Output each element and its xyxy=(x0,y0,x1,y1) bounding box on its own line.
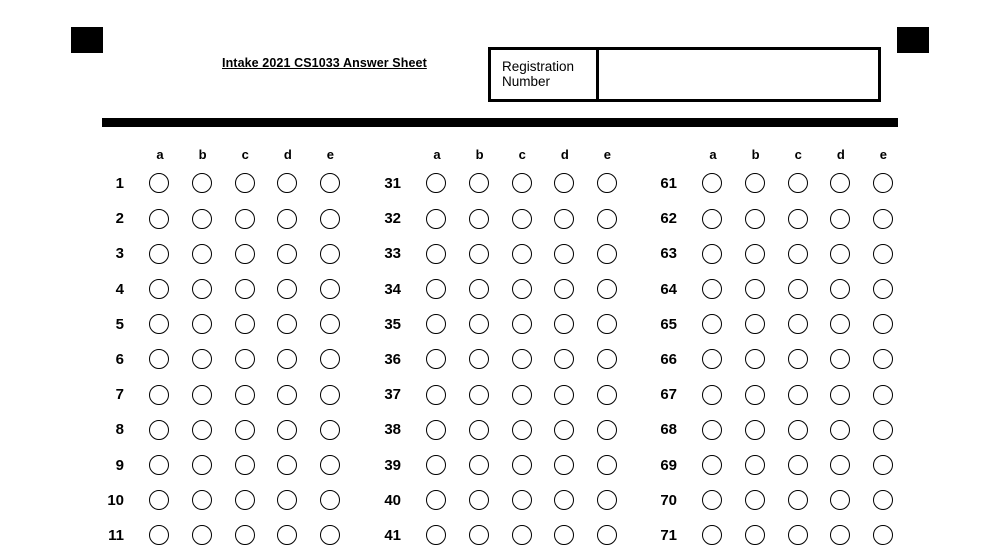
registration-number-field[interactable] xyxy=(599,50,878,99)
answer-bubble-q65-a[interactable] xyxy=(702,314,722,334)
answer-bubble-q35-b[interactable] xyxy=(469,314,489,334)
answer-bubble-q9-d[interactable] xyxy=(277,455,297,475)
answer-bubble-q8-c[interactable] xyxy=(235,420,255,440)
option-header-2-1: b xyxy=(475,147,484,162)
answer-bubble-q1-b[interactable] xyxy=(192,173,212,193)
question-number: 68 xyxy=(660,421,677,439)
answer-bubble-q62-b[interactable] xyxy=(745,209,765,229)
answer-bubble-q38-a[interactable] xyxy=(426,420,446,440)
option-header-1-4: e xyxy=(326,147,334,162)
answer-bubble-q61-a[interactable] xyxy=(702,173,722,193)
answer-bubble-q32-d[interactable] xyxy=(554,209,574,229)
answer-bubble-q32-b[interactable] xyxy=(469,209,489,229)
answer-bubble-q69-a[interactable] xyxy=(702,455,722,475)
answer-bubble-q32-a[interactable] xyxy=(426,209,446,229)
answer-bubble-q35-c[interactable] xyxy=(512,314,532,334)
answer-bubble-q1-a[interactable] xyxy=(149,173,169,193)
answer-bubble-q34-d[interactable] xyxy=(554,279,574,299)
answer-bubble-q36-c[interactable] xyxy=(512,349,532,369)
answer-bubble-q11-d[interactable] xyxy=(277,525,297,545)
answer-bubble-q36-e[interactable] xyxy=(597,349,617,369)
answer-bubble-q10-e[interactable] xyxy=(320,490,340,510)
answer-bubble-q39-c[interactable] xyxy=(512,455,532,475)
answer-bubble-q38-c[interactable] xyxy=(512,420,532,440)
answer-bubble-q5-a[interactable] xyxy=(149,314,169,334)
question-number: 67 xyxy=(660,386,677,404)
question-number: 69 xyxy=(660,456,677,474)
answer-bubble-q36-b[interactable] xyxy=(469,349,489,369)
answer-bubble-q32-c[interactable] xyxy=(512,209,532,229)
answer-bubble-q33-a[interactable] xyxy=(426,244,446,264)
answer-bubble-q63-c[interactable] xyxy=(788,244,808,264)
answer-bubble-q37-d[interactable] xyxy=(554,385,574,405)
answer-bubble-q2-e[interactable] xyxy=(320,209,340,229)
question-number: 4 xyxy=(115,280,124,298)
answer-bubble-q68-c[interactable] xyxy=(788,420,808,440)
answer-bubble-q8-a[interactable] xyxy=(149,420,169,440)
question-number: 37 xyxy=(384,386,401,404)
answer-bubble-q33-e[interactable] xyxy=(597,244,617,264)
question-number: 8 xyxy=(115,421,124,439)
answer-bubble-q61-d[interactable] xyxy=(830,173,850,193)
answer-bubble-q40-c[interactable] xyxy=(512,490,532,510)
answer-bubble-q68-a[interactable] xyxy=(702,420,722,440)
answer-bubble-q36-a[interactable] xyxy=(426,349,446,369)
option-header-2-0: a xyxy=(433,147,441,162)
answer-bubble-q62-e[interactable] xyxy=(873,209,893,229)
registration-label: Registration Number xyxy=(491,50,599,99)
answer-bubble-q3-b[interactable] xyxy=(192,244,212,264)
question-number: 65 xyxy=(660,315,677,333)
answer-bubble-q4-d[interactable] xyxy=(277,279,297,299)
answer-bubble-q33-d[interactable] xyxy=(554,244,574,264)
answer-bubble-q41-e[interactable] xyxy=(597,525,617,545)
answer-bubble-q7-b[interactable] xyxy=(192,385,212,405)
answer-bubble-q3-e[interactable] xyxy=(320,244,340,264)
answer-bubble-q39-b[interactable] xyxy=(469,455,489,475)
answer-bubble-q34-b[interactable] xyxy=(469,279,489,299)
answer-bubble-q9-e[interactable] xyxy=(320,455,340,475)
answer-bubble-q41-a[interactable] xyxy=(426,525,446,545)
question-number: 36 xyxy=(384,351,401,368)
question-number: 2 xyxy=(115,210,124,228)
registration-box xyxy=(488,47,881,102)
sheet-title: Intake 2021 CS1033 Answer Sheet xyxy=(222,56,427,70)
answer-bubble-q7-c[interactable] xyxy=(235,385,255,405)
question-number: 61 xyxy=(660,175,677,192)
answer-bubble-q6-d[interactable] xyxy=(277,349,297,369)
answer-bubble-q61-c[interactable] xyxy=(788,173,808,193)
answer-bubble-q4-b[interactable] xyxy=(192,279,212,299)
answer-bubble-q11-a[interactable] xyxy=(149,525,169,545)
question-number: 38 xyxy=(384,421,401,439)
answer-bubble-q39-e[interactable] xyxy=(597,455,617,475)
answer-bubble-q2-b[interactable] xyxy=(192,209,212,229)
answer-bubble-q65-e[interactable] xyxy=(873,314,893,334)
answer-bubble-q39-d[interactable] xyxy=(554,455,574,475)
question-number: 66 xyxy=(660,351,677,368)
answer-bubble-q31-b[interactable] xyxy=(469,173,489,193)
answer-bubble-q66-d[interactable] xyxy=(830,349,850,369)
answer-bubble-q8-b[interactable] xyxy=(192,420,212,440)
option-header-2-2: c xyxy=(518,147,526,162)
answer-bubble-q3-c[interactable] xyxy=(235,244,255,264)
question-number: 41 xyxy=(384,527,401,544)
answer-bubble-q41-c[interactable] xyxy=(512,525,532,545)
answer-bubble-q6-b[interactable] xyxy=(192,349,212,369)
answer-bubble-q5-c[interactable] xyxy=(235,314,255,334)
answer-bubble-q68-b[interactable] xyxy=(745,420,765,440)
answer-bubble-q70-e[interactable] xyxy=(873,490,893,510)
answer-bubble-q61-b[interactable] xyxy=(745,173,765,193)
answer-bubble-q7-d[interactable] xyxy=(277,385,297,405)
question-number: 1 xyxy=(115,175,124,192)
answer-bubble-q70-b[interactable] xyxy=(745,490,765,510)
answer-bubble-q71-d[interactable] xyxy=(830,525,850,545)
answer-bubble-q71-b[interactable] xyxy=(745,525,765,545)
answer-bubble-q41-b[interactable] xyxy=(469,525,489,545)
answer-bubble-q67-c[interactable] xyxy=(788,385,808,405)
answer-bubble-q71-c[interactable] xyxy=(788,525,808,545)
option-header-2-3: d xyxy=(560,147,569,162)
answer-bubble-q6-a[interactable] xyxy=(149,349,169,369)
answer-bubble-q1-d[interactable] xyxy=(277,173,297,193)
answer-bubble-q66-c[interactable] xyxy=(788,349,808,369)
answer-bubble-q37-a[interactable] xyxy=(426,385,446,405)
question-number: 64 xyxy=(660,280,677,298)
answer-bubble-q11-e[interactable] xyxy=(320,525,340,545)
answer-bubble-q3-d[interactable] xyxy=(277,244,297,264)
answer-bubble-q33-c[interactable] xyxy=(512,244,532,264)
answer-bubble-q9-c[interactable] xyxy=(235,455,255,475)
option-header-1-1: b xyxy=(198,147,207,162)
answer-bubble-q7-e[interactable] xyxy=(320,385,340,405)
question-number: 33 xyxy=(384,245,401,263)
answer-bubble-q10-a[interactable] xyxy=(149,490,169,510)
answer-bubble-q37-b[interactable] xyxy=(469,385,489,405)
option-header-1-0: a xyxy=(156,147,164,162)
question-number: 3 xyxy=(115,245,124,263)
answer-bubble-q3-a[interactable] xyxy=(149,244,169,264)
answer-bubble-q65-c[interactable] xyxy=(788,314,808,334)
answer-bubble-q6-e[interactable] xyxy=(320,349,340,369)
answer-bubble-q1-c[interactable] xyxy=(235,173,255,193)
answer-bubble-q70-d[interactable] xyxy=(830,490,850,510)
answer-bubble-q7-a[interactable] xyxy=(149,385,169,405)
answer-bubble-q36-d[interactable] xyxy=(554,349,574,369)
answer-bubble-q71-e[interactable] xyxy=(873,525,893,545)
answer-bubble-q64-b[interactable] xyxy=(745,279,765,299)
answer-bubble-q63-e[interactable] xyxy=(873,244,893,264)
question-number: 39 xyxy=(384,456,401,474)
answer-bubble-q2-c[interactable] xyxy=(235,209,255,229)
option-header-3-2: c xyxy=(794,147,802,162)
question-number: 62 xyxy=(660,210,677,228)
alignment-marker-left xyxy=(71,27,103,53)
answer-bubble-q38-d[interactable] xyxy=(554,420,574,440)
answer-bubble-q5-e[interactable] xyxy=(320,314,340,334)
answer-bubble-q66-a[interactable] xyxy=(702,349,722,369)
question-number: 6 xyxy=(115,351,124,368)
question-number: 70 xyxy=(660,491,677,509)
answer-bubble-q31-a[interactable] xyxy=(426,173,446,193)
answer-bubble-q35-e[interactable] xyxy=(597,314,617,334)
option-header-2-4: e xyxy=(603,147,611,162)
question-number: 34 xyxy=(384,280,401,298)
answer-bubble-q40-a[interactable] xyxy=(426,490,446,510)
answer-bubble-q33-b[interactable] xyxy=(469,244,489,264)
answer-bubble-q39-a[interactable] xyxy=(426,455,446,475)
answer-bubble-q11-b[interactable] xyxy=(192,525,212,545)
answer-bubble-q10-b[interactable] xyxy=(192,490,212,510)
answer-bubble-q31-e[interactable] xyxy=(597,173,617,193)
answer-bubble-q31-c[interactable] xyxy=(512,173,532,193)
answer-bubble-q67-e[interactable] xyxy=(873,385,893,405)
answer-bubble-q31-d[interactable] xyxy=(554,173,574,193)
answer-bubble-q10-d[interactable] xyxy=(277,490,297,510)
answer-bubble-q69-e[interactable] xyxy=(873,455,893,475)
question-number: 10 xyxy=(107,491,124,509)
question-number: 9 xyxy=(115,456,124,474)
answer-bubble-q34-c[interactable] xyxy=(512,279,532,299)
answer-bubble-q5-d[interactable] xyxy=(277,314,297,334)
answer-bubble-q4-a[interactable] xyxy=(149,279,169,299)
answer-bubble-q37-c[interactable] xyxy=(512,385,532,405)
option-header-1-2: c xyxy=(241,147,249,162)
answer-bubble-q66-b[interactable] xyxy=(745,349,765,369)
question-number: 5 xyxy=(115,315,124,333)
answer-bubble-q1-e[interactable] xyxy=(320,173,340,193)
answer-bubble-q8-d[interactable] xyxy=(277,420,297,440)
answer-bubble-q64-a[interactable] xyxy=(702,279,722,299)
option-header-3-1: b xyxy=(751,147,760,162)
answer-bubble-q69-d[interactable] xyxy=(830,455,850,475)
answer-bubble-q71-a[interactable] xyxy=(702,525,722,545)
question-number: 63 xyxy=(660,245,677,263)
answer-bubble-q64-c[interactable] xyxy=(788,279,808,299)
answer-bubble-q64-e[interactable] xyxy=(873,279,893,299)
answer-bubble-q67-b[interactable] xyxy=(745,385,765,405)
answer-bubble-q41-d[interactable] xyxy=(554,525,574,545)
answer-bubble-q62-a[interactable] xyxy=(702,209,722,229)
answer-bubble-q4-c[interactable] xyxy=(235,279,255,299)
answer-bubble-q32-e[interactable] xyxy=(597,209,617,229)
answer-bubble-q2-a[interactable] xyxy=(149,209,169,229)
answer-bubble-q63-b[interactable] xyxy=(745,244,765,264)
option-header-3-4: e xyxy=(879,147,887,162)
question-number: 32 xyxy=(384,210,401,228)
answer-bubble-q6-c[interactable] xyxy=(235,349,255,369)
option-header-1-3: d xyxy=(283,147,292,162)
answer-bubble-q5-b[interactable] xyxy=(192,314,212,334)
answer-bubble-q35-d[interactable] xyxy=(554,314,574,334)
answer-bubble-q67-d[interactable] xyxy=(830,385,850,405)
question-number: 40 xyxy=(384,491,401,509)
answer-bubble-q37-e[interactable] xyxy=(597,385,617,405)
answer-bubble-q70-c[interactable] xyxy=(788,490,808,510)
question-number: 35 xyxy=(384,315,401,333)
answer-bubble-q66-e[interactable] xyxy=(873,349,893,369)
question-number: 11 xyxy=(108,527,124,544)
answer-bubble-q38-e[interactable] xyxy=(597,420,617,440)
answer-bubble-q65-d[interactable] xyxy=(830,314,850,334)
question-number: 7 xyxy=(115,386,124,404)
answer-bubble-q63-a[interactable] xyxy=(702,244,722,264)
answer-bubble-q40-d[interactable] xyxy=(554,490,574,510)
answer-bubble-q9-b[interactable] xyxy=(192,455,212,475)
question-number: 31 xyxy=(384,175,401,192)
answer-bubble-q69-b[interactable] xyxy=(745,455,765,475)
option-header-3-3: d xyxy=(836,147,845,162)
answer-bubble-q69-c[interactable] xyxy=(788,455,808,475)
answer-bubble-q40-b[interactable] xyxy=(469,490,489,510)
answer-bubble-q70-a[interactable] xyxy=(702,490,722,510)
answer-bubble-q65-b[interactable] xyxy=(745,314,765,334)
question-number: 71 xyxy=(660,527,677,544)
answer-bubble-q68-e[interactable] xyxy=(873,420,893,440)
answer-bubble-q40-e[interactable] xyxy=(597,490,617,510)
answer-bubble-q63-d[interactable] xyxy=(830,244,850,264)
answer-bubble-q62-c[interactable] xyxy=(788,209,808,229)
answer-bubble-q10-c[interactable] xyxy=(235,490,255,510)
answer-bubble-q67-a[interactable] xyxy=(702,385,722,405)
answer-bubble-q61-e[interactable] xyxy=(873,173,893,193)
answer-bubble-q34-e[interactable] xyxy=(597,279,617,299)
answer-bubble-q64-d[interactable] xyxy=(830,279,850,299)
answer-bubble-q11-c[interactable] xyxy=(235,525,255,545)
answer-bubble-q34-a[interactable] xyxy=(426,279,446,299)
answer-bubble-q62-d[interactable] xyxy=(830,209,850,229)
answer-bubble-q9-a[interactable] xyxy=(149,455,169,475)
alignment-marker-right xyxy=(897,27,929,53)
answer-bubble-q68-d[interactable] xyxy=(830,420,850,440)
answer-bubble-q38-b[interactable] xyxy=(469,420,489,440)
answer-bubble-q2-d[interactable] xyxy=(277,209,297,229)
header-divider xyxy=(102,118,898,127)
option-header-3-0: a xyxy=(709,147,717,162)
answer-bubble-q8-e[interactable] xyxy=(320,420,340,440)
answer-bubble-q35-a[interactable] xyxy=(426,314,446,334)
answer-bubble-q4-e[interactable] xyxy=(320,279,340,299)
